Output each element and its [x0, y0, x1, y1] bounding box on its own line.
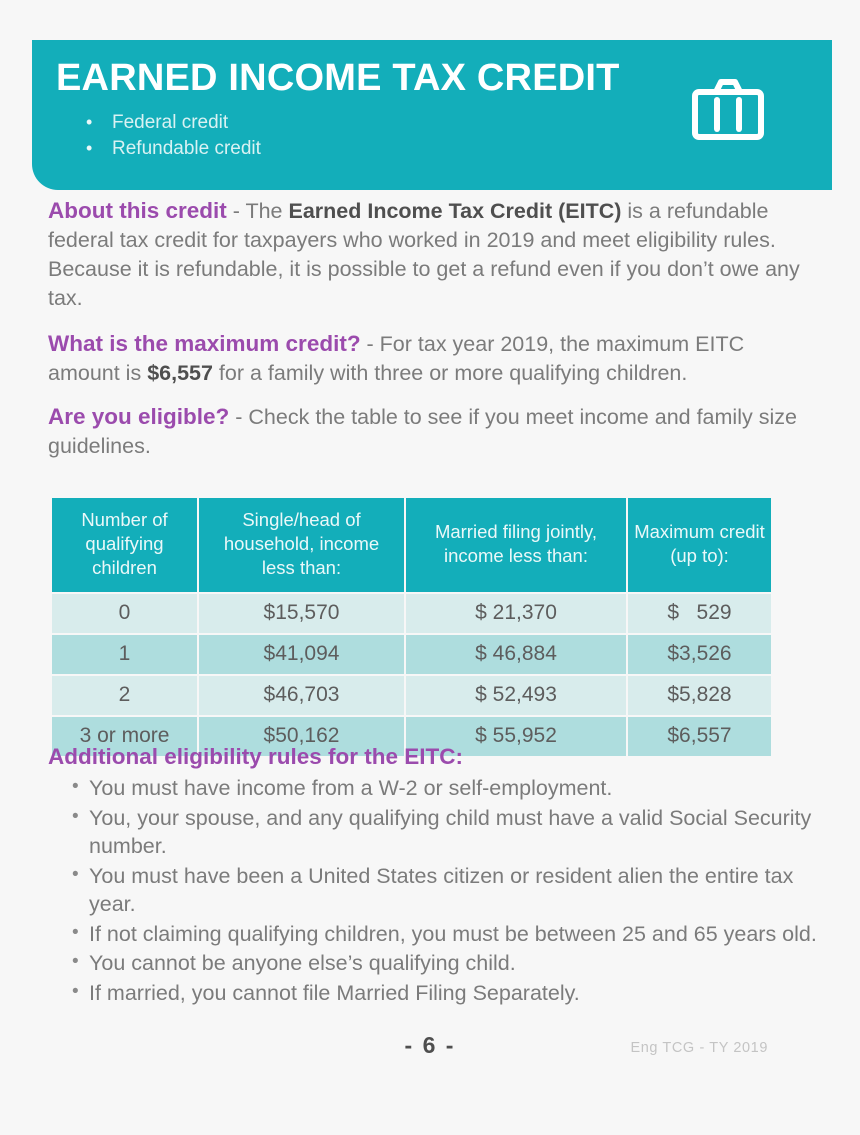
about-credit-bold-term: Earned Income Tax Credit (EITC): [288, 199, 622, 223]
cell-single: $15,570: [199, 594, 404, 633]
table-row: [52, 635, 771, 674]
additional-rules-section: [48, 742, 828, 1008]
eligibility-paragraph: [48, 402, 818, 461]
table-header-credit: Maximum credit (up to):: [628, 498, 771, 592]
cell-children: 3 or more: [52, 717, 197, 756]
maximum-credit-amount: $6,557: [147, 361, 213, 385]
list-item: • You cannot be anyone else’s qualifying child.: [72, 949, 828, 978]
additional-rules-title: Additional eligibility rules for the EITC:: [48, 744, 464, 769]
maximum-credit-dash: -: [360, 332, 380, 356]
table-header-married: Married filing jointly, income less than:: [406, 498, 626, 592]
cell-children: 1: [52, 635, 197, 674]
maximum-credit-heading: What is the maximum credit?: [48, 331, 361, 356]
eitc-income-table: [50, 496, 773, 758]
cell-married: $ 55,952: [406, 717, 626, 756]
table-row: [52, 676, 771, 715]
about-credit-heading: About this credit: [48, 198, 227, 223]
table-row: [52, 594, 771, 633]
cell-credit: $3,526: [628, 635, 771, 674]
list-item: • You, your spouse, and any qualifying child must have a valid Social Security number.: [72, 804, 828, 861]
cell-single: $46,703: [199, 676, 404, 715]
footer-note: Eng TCG - TY 2019: [630, 1040, 768, 1056]
cell-married: $ 46,884: [406, 635, 626, 674]
cell-married: $ 52,493: [406, 676, 626, 715]
maximum-credit-text-after: for a family with three or more qualifying children.: [212, 361, 688, 385]
additional-rules-list: [48, 774, 828, 1007]
header-banner: [32, 40, 832, 190]
maximum-credit-paragraph: [48, 329, 818, 388]
table-header-children: Number of qualifying children: [52, 498, 197, 592]
body-content: [48, 196, 818, 479]
cell-children: 0: [52, 594, 197, 633]
about-credit-text-before: The: [245, 199, 289, 223]
list-item: • If not claiming qualifying children, you must be between 25 and 65 years old.: [72, 920, 828, 949]
about-credit-dash: -: [226, 199, 246, 223]
cell-children: 2: [52, 676, 197, 715]
table-header-single: Single/head of household, income less than:: [199, 498, 404, 592]
page-number: - 6 -: [404, 1032, 456, 1058]
cell-credit: $ 529: [628, 594, 771, 633]
about-credit-paragraph: [48, 196, 818, 313]
cell-credit: $5,828: [628, 676, 771, 715]
list-item: • You must have income from a W-2 or self-employment.: [72, 774, 828, 803]
cell-single: $41,094: [199, 635, 404, 674]
list-item: • You must have been a United States citizen or resident alien the entire tax year.: [72, 862, 828, 919]
table-header-row: [52, 498, 771, 592]
cell-single: $50,162: [199, 717, 404, 756]
about-credit-text-after: is a refundable federal tax credit for taxpayers who worked in 2019 and meet eligibility rules. Because it is refundable, it is possible to get a refund even if you don’t owe any tax.: [48, 199, 800, 310]
cell-married: $ 21,370: [406, 594, 626, 633]
banner-bullet-item: • Federal credit: [86, 110, 808, 136]
maximum-credit-text-before: For tax year 2019, the maximum EITC amount is: [48, 332, 745, 385]
banner-bullet-item: • Refundable credit: [86, 136, 808, 162]
eligibility-dash: -: [229, 405, 249, 429]
cell-credit: $6,557: [628, 717, 771, 756]
briefcase-icon: [692, 78, 764, 140]
list-item: • If married, you cannot file Married Filing Separately.: [72, 979, 828, 1008]
eligibility-heading: Are you eligible?: [48, 404, 230, 429]
eligibility-text: Check the table to see if you meet income and family size guidelines.: [48, 405, 797, 458]
page-title: EARNED INCOME TAX CREDIT: [56, 57, 620, 99]
